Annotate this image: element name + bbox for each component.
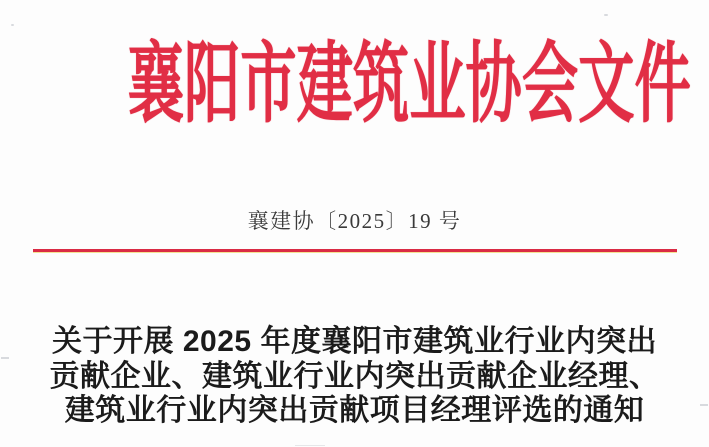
scan-artifact — [295, 445, 325, 446]
red-divider-line — [33, 249, 677, 252]
notice-title-line-2: 贡献企业、建筑业行业内突出贡献企业经理、 — [49, 359, 660, 393]
notice-title — [0, 325, 709, 429]
scan-artifact — [604, 14, 608, 16]
notice-title-line-1: 关于开展 2025 年度襄阳市建筑业行业内突出 — [52, 325, 657, 358]
scan-artifact — [1, 357, 9, 359]
document-number: 襄建协〔2025〕19 号 — [247, 209, 462, 233]
scan-artifact — [700, 404, 708, 406]
notice-title-line-3: 建筑业行业内突出贡献项目经理评选的通知 — [64, 394, 645, 427]
scan-artifact — [11, 24, 14, 26]
document-masthead-title: 襄阳市建筑业协会文件 — [127, 37, 691, 134]
